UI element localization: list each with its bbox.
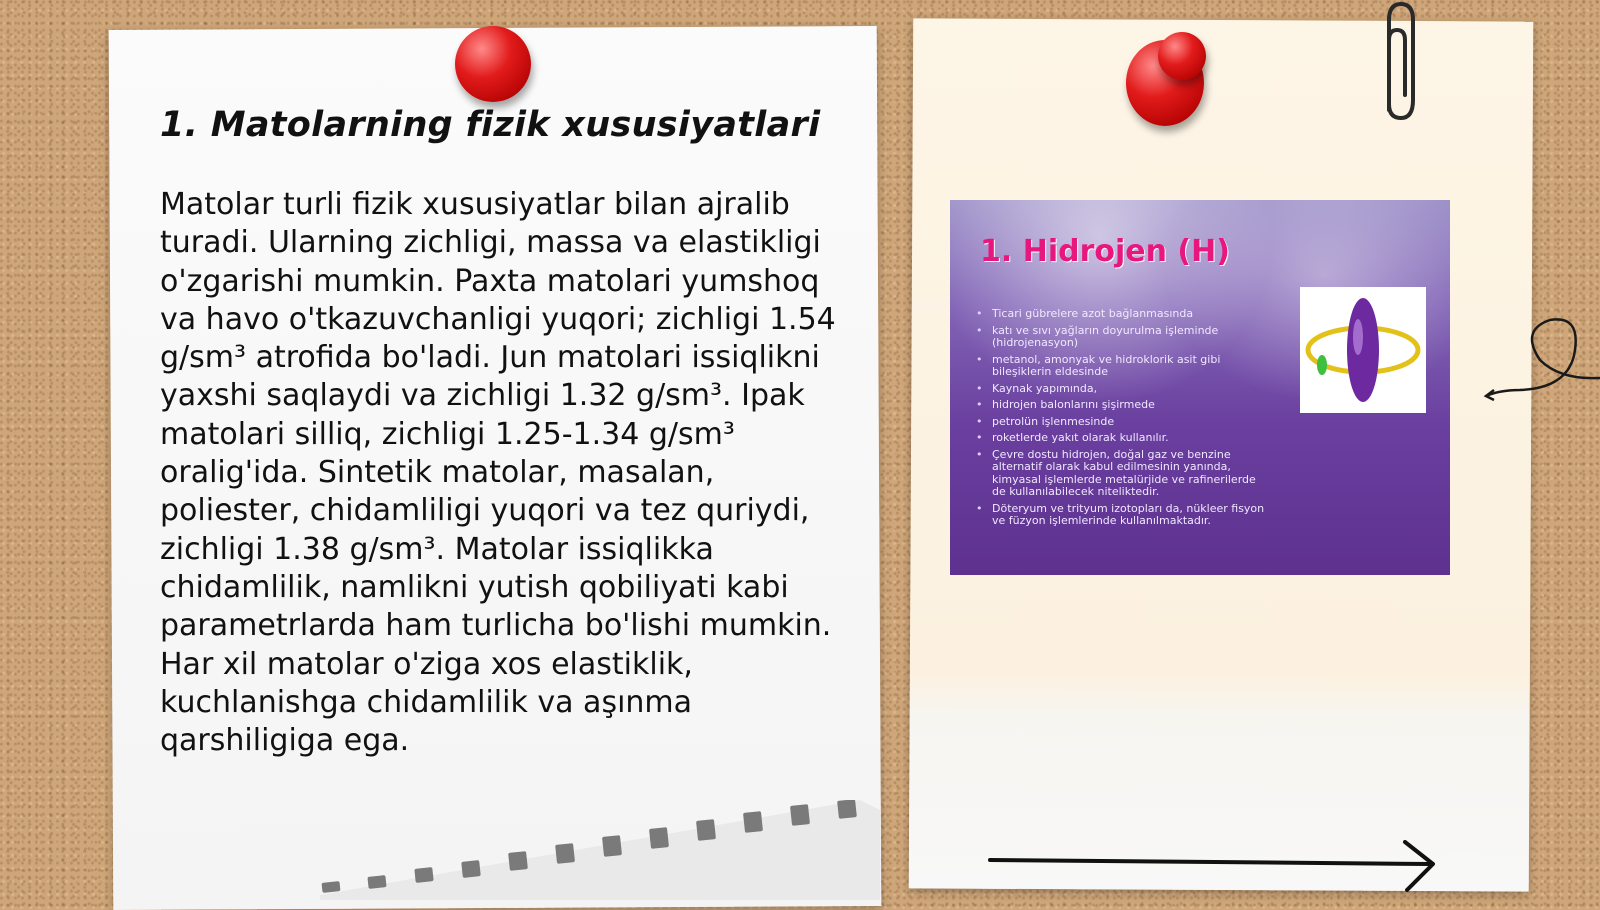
paperclip-icon xyxy=(1375,0,1425,130)
atom-illustration xyxy=(1300,287,1426,413)
arrow-right-icon xyxy=(985,840,1445,900)
curly-arrow-icon xyxy=(1480,310,1600,410)
body-paragraph: Matolar turli fizik xususiyatlar bilan ajralib turadi. Ularning zichligi, massa va elastikligi o'zgarishi mumkin. Paxta matolari yumshoq va havo o'tkazuvchanligi yuqori; zichligi 1.54 g/sm³ atrofida bo'ladi. Jun matolari issiqlikni yaxshi saqlaydi va zichligi 1.32 g/sm³. Ipak matolari silliq, zichligi 1.25-1.34 g/sm³ oralig'ida. Sintetik matolar, masalan, poliester, chidamliligi yuqori va tez quriydi, zichligi 1.38 g/sm³. Matolar issiqlikka chidamlilik, namlikni yutish qobiliyati kabi parametrlarda ham turlicha bo'lishi mumkin. Har xil matolar o'ziga xos elastiklik, kuchlanishga chidamlilik va aşınma qarshiligiga ega. xyxy=(160,187,836,759)
slide-bullet: • hidrojen balonlarını şişirmede xyxy=(972,399,1272,412)
slide-bullet: • Kaynak yapımında, xyxy=(972,383,1272,396)
slide-bullet: • petrolün işlenmesinde xyxy=(972,416,1272,429)
slide-thumbnail xyxy=(950,200,1450,575)
torn-paper-edge xyxy=(320,800,880,900)
push-pin-icon xyxy=(455,26,531,102)
slide-title: 1. Hidrojen (H) xyxy=(980,234,1230,269)
slide-bullet: • katı ve sıvı yağların doyurulma işleminde (hidrojenasyon) xyxy=(972,325,1272,350)
push-pin-head xyxy=(1158,32,1206,80)
slide-bullet: • Döteryum ve trityum izotopları da, nükleer fisyon ve füzyon işlemlerinde kullanılmaktadır. xyxy=(972,503,1272,528)
slide-bullet-list xyxy=(972,308,1272,532)
page-title: 1. Matolarning fizik xususiyatlari xyxy=(160,105,821,145)
slide-bullet: • Ticari gübrelere azot bağlanmasında xyxy=(972,308,1272,321)
slide-bullet: • Çevre dostu hidrojen, doğal gaz ve benzine alternatif olarak kabul edilmesinin yanında, kimyasal işlemlerde metalürjide ve rafinerilerde de kullanılabilecek niteliktedir. xyxy=(972,449,1272,499)
slide-bullet: • roketlerde yakıt olarak kullanılır. xyxy=(972,432,1272,445)
slide-bullet: • metanol, amonyak ve hidroklorik asit gibi bileşiklerin eldesinde xyxy=(972,354,1272,379)
